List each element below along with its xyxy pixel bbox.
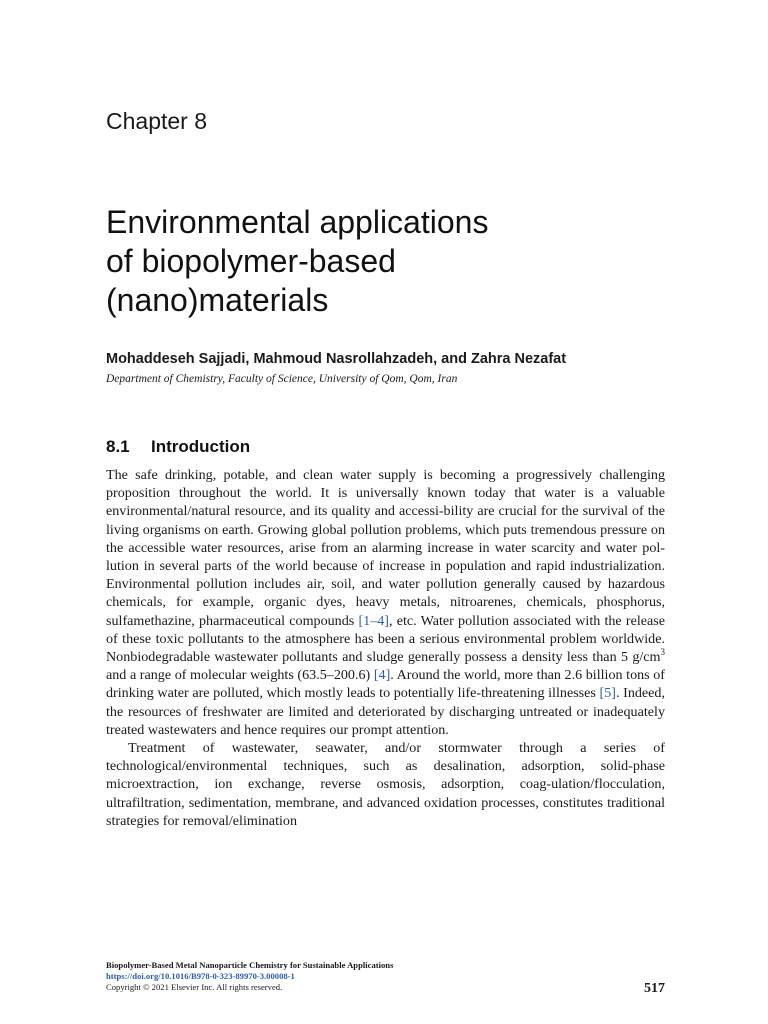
page-number: 517 [644,981,665,996]
doi-link[interactable]: https://doi.org/10.1016/B978-0-323-89970-3.00008-1 [106,971,295,981]
section-number: 8.1 [106,437,130,456]
superscript: 3 [660,647,665,658]
author-affiliation: Department of Chemistry, Faculty of Science, University of Qom, Qom, Iran [106,373,458,385]
text-run: , etc. Water pollution associated with the release of these toxic pollutants to the atmosphere has been a serious environmental problem worldwide. Nonbiodegradable wastewater pollutants and sludge generally possess a density less than 5 g/cm [106,612,665,666]
author-list: Mohaddeseh Sajjadi, Mahmoud Nasrollahzadeh, and Zahra Nezafat [106,351,567,367]
chapter-title [106,203,488,320]
citation-link[interactable]: [4] [373,667,391,684]
text-run: The safe drinking, potable, and clean water supply is becoming a progressively challenging proposition throughout the world. It is universally known today that water is a valuable environmental/natural resource, and its quality and accessi-bility are crucial for the survival of the living organisms on earth. Growing global pollution problems, which puts tremendous pressure on the accessible water resources, arise from an alarming increase in water scarcity and water pol-lution in several parts of the world because of increase in population and rapid industrialization. Environmental pollution includes air, soil, and water pollution generally caused by hazardous chemicals, for example, organic dyes, heavy metals, nitroarenes, chemicals, phosphorus, sulfamethazine, pharmaceutical compounds [106,467,665,629]
chapter-title-line: of biopolymer-based [106,243,396,279]
body-text [106,466,665,830]
citation-link[interactable]: [1–4] [358,612,389,629]
chapter-title-line: (nano)materials [106,282,329,318]
chapter-title-line: Environmental applications [106,204,489,240]
text-run: . Indeed, the resources of freshwater are limited and deteriorated by discharging untreated or inadequately treated wastewaters and hence requires our prompt attention. [106,685,666,738]
citation-link[interactable]: [5] [599,685,616,702]
paragraph: Treatment of wastewater, seawater, and/or stormwater through a series of technological/environmental techniques, such as desalination, adsorption, solid-phase microextraction, ion exchange, reverse osmosis, adsorption, coag-ulation/flocculation, ultrafiltration, sedimentation, membrane, and advanced oxidation processes, constitutes traditional strategies for removal/elimination [106,740,665,829]
section-title: Introduction [151,437,251,456]
page [106,0,665,1024]
text-run: . Around the world, more than 2.6 billion tons of drinking water are polluted, which mostly leads to potentially life-threatening illnesses [106,667,665,702]
page-footer [106,960,665,993]
chapter-label: Chapter 8 [106,108,208,134]
text-run: and a range of molecular weights (63.5–200.6) [106,667,374,684]
book-title: Biopolymer-Based Metal Nanoparticle Chemistry for Sustainable Applications [106,960,394,970]
section-heading [106,437,250,457]
copyright-notice: Copyright © 2021 Elsevier Inc. All rights reserved. [106,982,283,992]
paragraph [106,466,665,739]
